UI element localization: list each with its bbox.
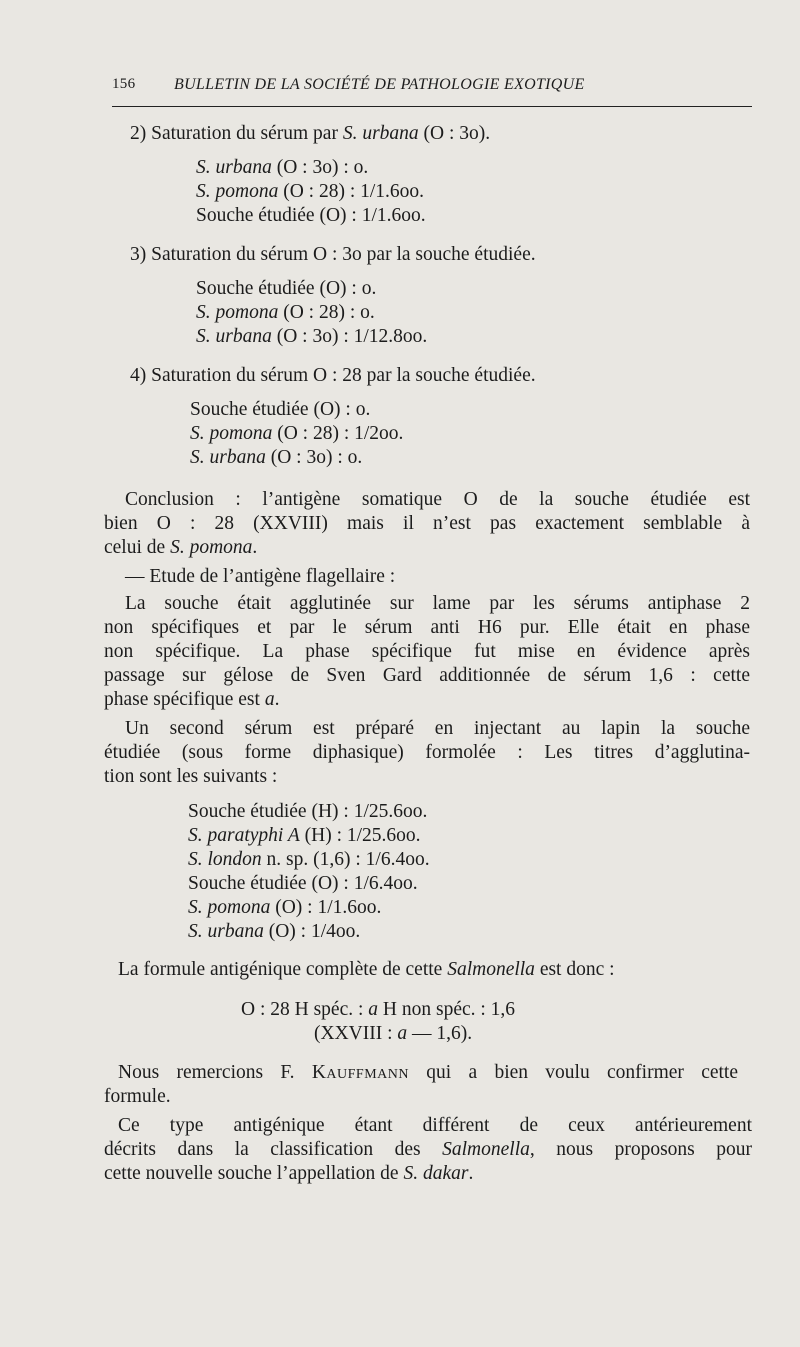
thanks-line: formule.	[104, 1086, 171, 1107]
paragraph-line: Un second sérum est préparé en injectant au lapin la souche	[125, 718, 750, 739]
header-rule	[112, 106, 752, 107]
paragraph-line: cette nouvelle souche l’appellation de S. dakar.	[104, 1163, 474, 1184]
paragraph-line: Ce type antigénique étant différent de ceux antérieurement	[118, 1115, 752, 1136]
formula-intro: La formule antigénique complète de cette Salmonella est donc :	[118, 959, 615, 980]
conclusion-line: Conclusion : l’antigène somatique O de la souche étudiée est	[125, 489, 750, 510]
result-line: S. pomona (O : 28) : 1/2oo.	[190, 423, 404, 444]
flagellar-heading: — Etude de l’antigène flagellaire :	[125, 566, 396, 587]
result-line: S. urbana (O : 3o) : o.	[190, 447, 363, 468]
result-line: S. pomona (O : 28) : o.	[196, 302, 375, 323]
paragraph-line: étudiée (sous forme diphasique) formolée : Les titres d’agglutina-	[104, 742, 750, 763]
result-line: Souche étudiée (O) : o.	[196, 278, 377, 299]
journal-title: BULLETIN DE LA SOCIÉTÉ DE PATHOLOGIE EXOTIQUE	[174, 76, 585, 93]
titre-line: S. pomona (O) : 1/1.6oo.	[188, 897, 382, 918]
saturation-3-heading: 3) Saturation du sérum O : 3o par la souche étudiée.	[130, 244, 536, 265]
paragraph-line: non spécifique. La phase spécifique fut mise en évidence après	[104, 641, 750, 662]
conclusion-line: celui de S. pomona.	[104, 537, 258, 558]
paragraph-line: passage sur gélose de Sven Gard additionnée de sérum 1,6 : cette	[104, 665, 750, 686]
thanks-line: Nous remercions F. Kauffmann qui a bien voulu confirmer cette	[118, 1062, 738, 1083]
paragraph-line: La souche était agglutinée sur lame par les sérums antiphase 2	[125, 593, 750, 614]
result-line: Souche étudiée (O) : o.	[190, 399, 371, 420]
result-line: S. urbana (O : 3o) : 1/12.8oo.	[196, 326, 428, 347]
paragraph-line: décrits dans la classification des Salmonella, nous proposons pour	[104, 1139, 752, 1160]
formula-line: (XXVIII : a — 1,6).	[314, 1023, 473, 1044]
running-header	[112, 72, 752, 98]
titre-line: S. urbana (O) : 1/4oo.	[188, 921, 361, 942]
titre-line: Souche étudiée (H) : 1/25.6oo.	[188, 801, 428, 822]
result-line: Souche étudiée (O) : 1/1.6oo.	[196, 205, 426, 226]
titre-line: S. paratyphi A (H) : 1/25.6oo.	[188, 825, 421, 846]
page-number: 156	[112, 76, 136, 92]
titre-line: S. london n. sp. (1,6) : 1/6.4oo.	[188, 849, 430, 870]
titre-line: Souche étudiée (O) : 1/6.4oo.	[188, 873, 418, 894]
conclusion-line: bien O : 28 (XXVIII) mais il n’est pas exactement semblable à	[104, 513, 750, 534]
saturation-4-heading: 4) Saturation du sérum O : 28 par la souche étudiée.	[130, 365, 536, 386]
paragraph-line: tion sont les suivants :	[104, 766, 278, 787]
paragraph-line: non spécifiques et par le sérum anti H6 pur. Elle était en phase	[104, 617, 750, 638]
paragraph-line: phase spécifique est a.	[104, 689, 280, 710]
result-line: S. pomona (O : 28) : 1/1.6oo.	[196, 181, 425, 202]
result-line: S. urbana (O : 3o) : o.	[196, 157, 369, 178]
formula-line: O : 28 H spéc. : a H non spéc. : 1,6	[241, 999, 516, 1020]
saturation-2-heading: 2) Saturation du sérum par S. urbana (O : 3o).	[130, 123, 491, 144]
